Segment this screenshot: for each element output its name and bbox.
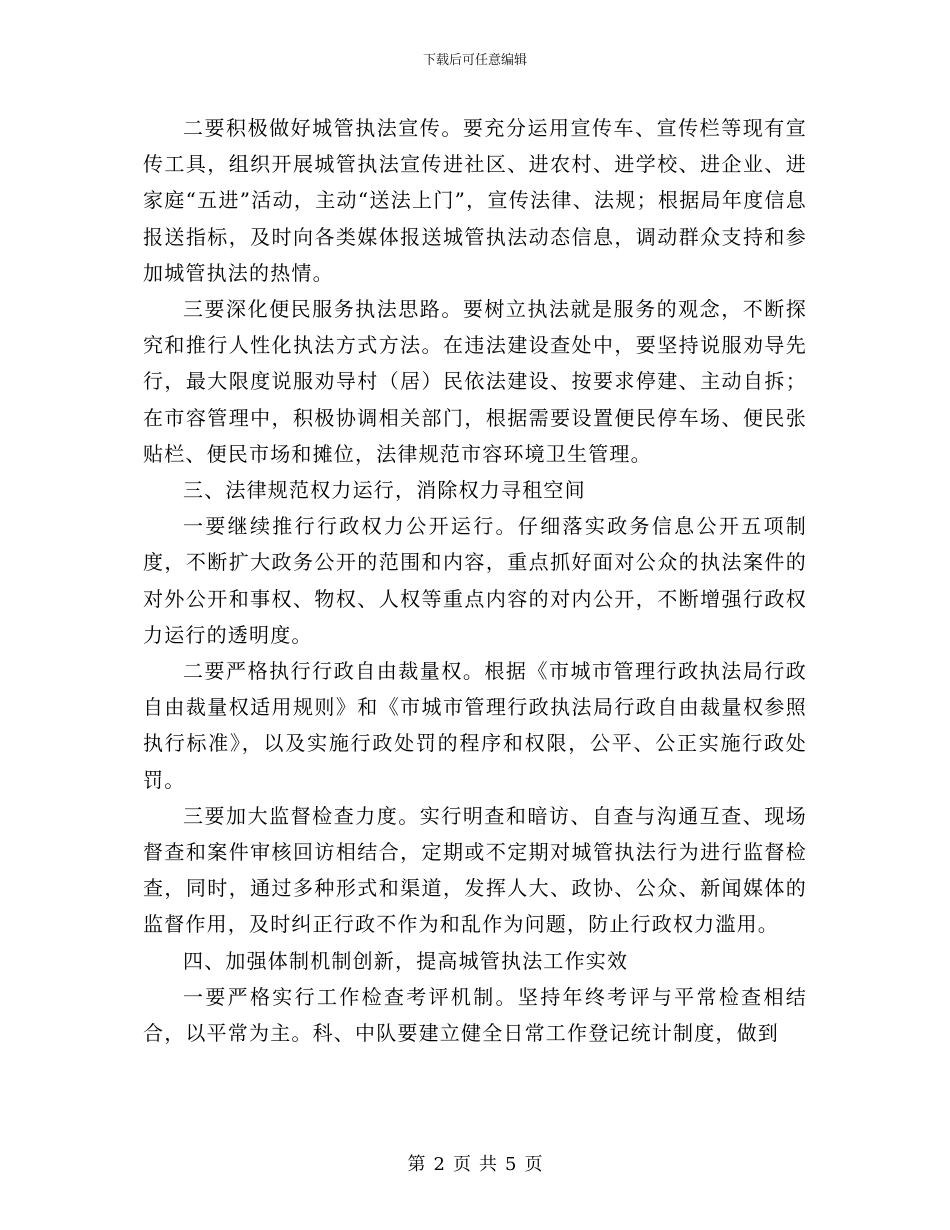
footer-total-pages: 5 (505, 1154, 517, 1175)
paragraph-supervision: 三要加大监督检查力度。实行明查和暗访、自查与沟通互查、现场督查和案件审核回访相结合，定期或不定期对城管执法行为进行监督检查，同时，通过多种形式和渠道，发挥人大、政协、公众、新闻媒体的监督作用，及时纠正行政不作为和乱作为问题，防止行政权力滥用。 (143, 803, 807, 937)
footer-prefix: 第 (407, 1154, 426, 1175)
footer-page-number: 2 (433, 1154, 445, 1175)
paragraph-service: 三要深化便民服务执法思路。要树立执法就是服务的观念，不断探究和推行人性化执法方式方法。在违法建设查处中，要坚持说服劝导先行，最大限度说服劝导村（居）民依法建设、按要求停建、主动自拆；在市容管理中，积极协调相关部门，根据需要设置便民停车场、便民张贴栏、便民市场和摊位，法律规范市容环境卫生管理。 (143, 297, 807, 466)
document-body (143, 110, 807, 1051)
footer-total-unit: 页 (524, 1154, 543, 1175)
section-heading-4: 四、加强体制机制创新，提高城管执法工作实效 (183, 948, 629, 973)
paragraph-publicity: 二要积极做好城管执法宣传。要充分运用宣传车、宣传栏等现有宣传工具，组织开展城管执法宣传进社区、进农村、进学校、进企业、进家庭“五进”活动，主动“送法上门”，宣传法律、法规；根据局年度信息报送指标，及时向各类媒体报送城管执法动态信息，调动群众支持和参加城管执法的热情。 (143, 116, 807, 285)
footer-total-prefix: 共 (479, 1154, 497, 1175)
paragraph-discretion: 二要严格执行行政自由裁量权。根据《市城市管理行政执法局行政自由裁量权适用规则》和《市城市管理行政执法局行政自由裁量权参照执行标准》，以及实施行政处罚的程序和权限，公平、公正实施行政处罚。 (143, 659, 807, 792)
page-header: 下载后可任意编辑 (422, 53, 527, 68)
paragraph-power-openness: 一要继续推行行政权力公开运行。仔细落实政务信息公开五项制度，不断扩大政务公开的范围和内容，重点抓好面对公众的执法案件的对外公开和事权、物权、人权等重点内容的对内公开，不断增强行政权力运行的透明度。 (143, 514, 807, 647)
section-heading-3: 三、法律规范权力运行，消除权力寻租空间 (183, 478, 586, 503)
footer-page-unit: 页 (453, 1154, 471, 1175)
page-footer (0, 1154, 950, 1176)
paragraph-evaluation: 一要严格实行工作检查考评机制。坚持年终考评与平常检查相结合，以平常为主。科、中队要建立健全日常工作登记统计制度，做到 (143, 984, 807, 1046)
